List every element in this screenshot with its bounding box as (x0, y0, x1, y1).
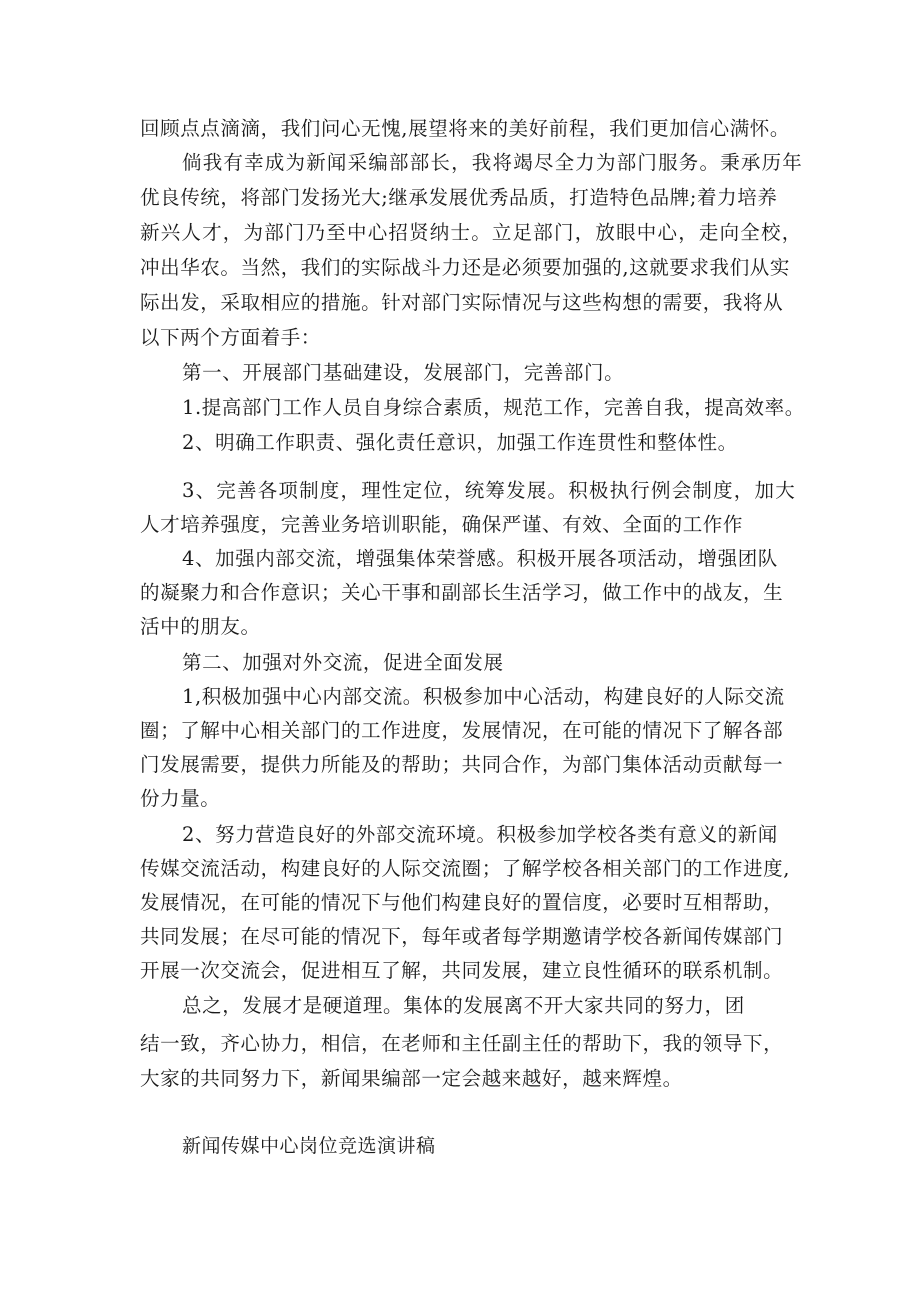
text-line-20: 份力量。 (140, 787, 221, 810)
text-line-6: 际出发，采取相应的措施。针对部门实际情况与这些构想的需要，我将从 (140, 291, 784, 314)
text-line-25: 开展一次交流会，促进相互了解，共同发展，建立良性循环的联系机制。 (140, 959, 784, 982)
text-line-26: 总之，发展才是硬道理。集体的发展离不开大家共同的努力，团 (182, 994, 745, 1017)
text-line-2: 倘我有幸成为新闻采编部部长，我将竭尽全力为部门服务。秉承历年 (182, 151, 804, 174)
text-line-3: 优良传统，将部门发扬光大;继承发展优秀品质，打造特色品牌;着力培养 (140, 186, 778, 209)
text-line-28: 大家的共同努力下，新闻果编部一定会越来越好，越来辉煌。 (140, 1067, 683, 1090)
text-line-10: 2、明确工作职责、强化责任意识，加强工作连贯性和整体性。 (182, 431, 738, 454)
text-line-9: 1.提高部门工作人员自身综合素质，规范工作，完善自我，提高效率。 (182, 396, 805, 419)
document-title: 新闻传媒中心岗位竞选演讲稿 (182, 1135, 436, 1157)
text-line-24: 共同发展；在尽可能的情况下，每年或者每学期邀请学校各新闻传媒部门 (140, 925, 784, 948)
text-line-4: 新兴人才，为部门乃至中心招贤纳士。立足部门，放眼中心，走向全校， (140, 221, 803, 244)
text-line-13: 4、加强内部交流，增强集体荣誉感。积极开展各项活动，增强团队 (182, 547, 778, 570)
text-line-11: 3、完善各项制度，理性定位，统筹发展。积极执行例会制度，加大 (182, 479, 796, 502)
text-line-7: 以下两个方面着手： (140, 326, 321, 349)
text-line-19: 门发展需要，提供力所能及的帮助；共同合作，为部门集体活动贡献每一 (140, 753, 784, 776)
text-line-1: 回顾点点滴滴，我们问心无愧,展望将来的美好前程，我们更加信心满怀。 (140, 117, 790, 140)
text-line-12: 人才培养强度，完善业务培训职能，确保严谨、有效、全面的工作作 (140, 513, 744, 536)
text-line-27: 结一致，齐心协力，相信，在老师和主任副主任的帮助下，我的领导下， (140, 1032, 784, 1055)
text-line-18: 圈；了解中心相关部门的工作进度，发展情况，在可能的情况下了解各部 (140, 719, 784, 742)
text-line-14: 的凝聚力和合作意识；关心干事和副部长生活学习，做工作中的战友，生 (140, 581, 784, 604)
text-line-17: 1,积极加强中心内部交流。积极参加中心活动，构建良好的人际交流 (182, 685, 785, 708)
text-line-5: 冲出华农。当然，我们的实际战斗力还是必须要加强的,这就要求我们从实 (140, 256, 790, 279)
text-line-15: 活中的朋友。 (140, 615, 261, 638)
text-line-22: 传媒交流活动，构建良好的人际交流圈；了解学校各相关部门的工作进度, (140, 857, 790, 880)
text-line-21: 2、努力营造良好的外部交流环境。积极参加学校各类有意义的新闻 (182, 823, 778, 846)
section-heading-2: 第二、加强对外交流，促进全面发展 (182, 651, 504, 674)
section-heading-1: 第一、开展部门基础建设，发展部门，完善部门。 (182, 361, 625, 384)
text-line-23: 发展情况，在可能的情况下与他们构建良好的置信度，必要时互相帮助， (140, 891, 784, 914)
